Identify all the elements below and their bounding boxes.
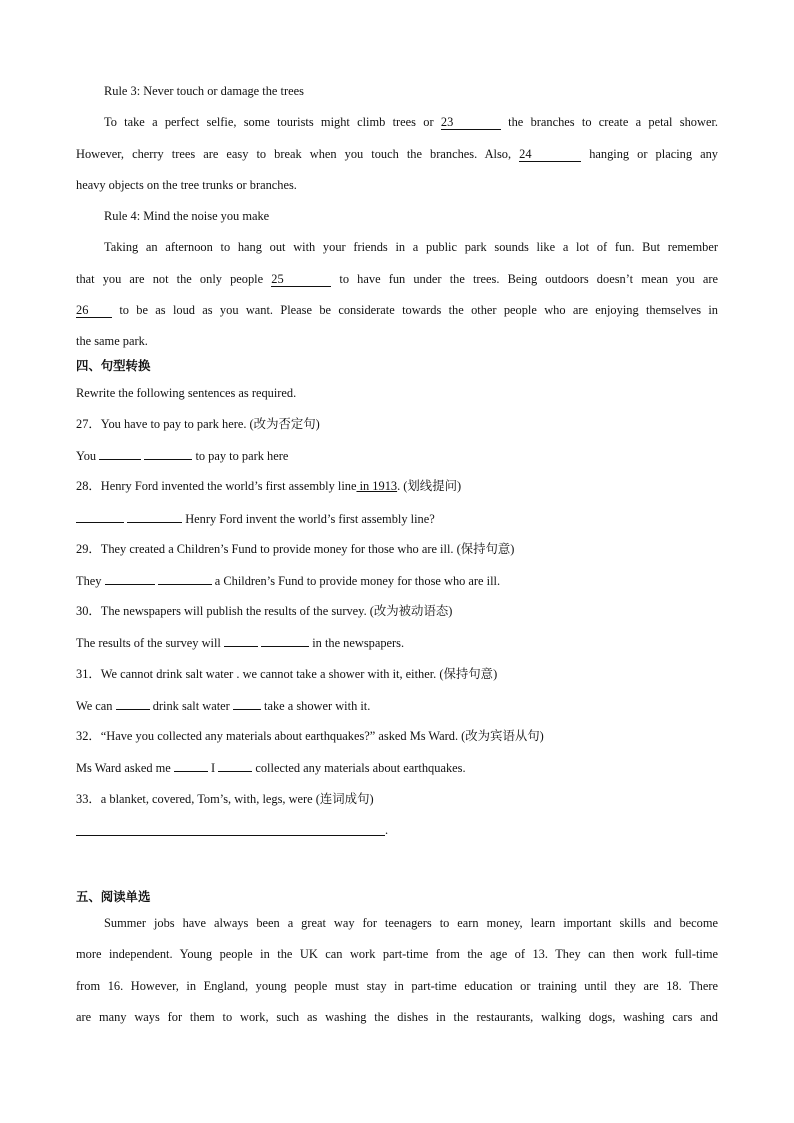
blank-26[interactable]: 26: [76, 303, 112, 318]
answer-blank[interactable]: [105, 572, 155, 585]
question-27: 27．You have to pay to park here. (改为否定句): [76, 417, 320, 431]
blank-24[interactable]: 24: [519, 147, 581, 162]
passage-text: hanging or placing any: [589, 147, 718, 161]
question-30: 30．The newspapers will publish the results of the survey. (改为被动语态): [76, 604, 453, 618]
answer-blank[interactable]: [99, 447, 141, 460]
answer-blank[interactable]: [233, 697, 261, 710]
answer-text: Henry Ford invent the world’s first assembly line?: [185, 512, 435, 526]
answer-blank[interactable]: [76, 510, 124, 523]
blank-23[interactable]: 23: [441, 115, 501, 130]
answer-text: a Children’s Fund to provide money for those who are ill.: [214, 574, 501, 588]
answer-blank[interactable]: [158, 572, 212, 585]
question-29: 29．They created a Children’s Fund to provide money for those who are ill. (保持句意): [76, 542, 515, 556]
answer-30: [76, 634, 718, 651]
reading-line: from 16. However, in England, young people must stay in part-time education or training until they are 18. There: [76, 979, 718, 993]
reading-line: are many ways for them to work, such as washing the dishes in the restaurants, walking dogs, washing cars and: [76, 1010, 718, 1024]
passage-text: that you are not the only people: [76, 272, 264, 286]
answer-period: .: [385, 823, 389, 837]
rule-3-title: Rule 3: Never touch or damage the trees: [104, 84, 304, 98]
answer-31: [76, 697, 718, 714]
question-31: 31．We cannot drink salt water . we cannot take a shower with it, either. (保持句意): [76, 667, 498, 681]
answer-blank[interactable]: [127, 510, 182, 523]
reading-line: more independent. Young people in the UK can work part-time from the age of 13. They can then work full-time: [76, 947, 718, 961]
underlined-part: in 1913: [356, 479, 398, 493]
answer-blank[interactable]: [218, 759, 252, 772]
answer-text: in the newspapers.: [312, 636, 405, 650]
passage-text: the branches to create a petal shower.: [508, 115, 718, 129]
answer-blank[interactable]: [144, 447, 192, 460]
answer-text: drink salt water: [152, 699, 230, 713]
answer-28: [76, 510, 718, 527]
blank-25[interactable]: 25: [271, 272, 331, 287]
answer-blank[interactable]: [116, 697, 150, 710]
answer-text: They: [76, 574, 102, 588]
passage-line: Taking an afternoon to hang out with your friends in a public park sounds like a lot of fun. But remember: [104, 240, 718, 254]
answer-text: The results of the survey will: [76, 636, 221, 650]
answer-line-33[interactable]: [76, 822, 385, 836]
answer-32: [76, 759, 718, 776]
answer-27: [76, 447, 718, 464]
question-28: [76, 478, 718, 494]
passage-line: heavy objects on the tree trunks or branches.: [76, 178, 297, 192]
rule-4-title: Rule 4: Mind the noise you make: [104, 209, 270, 223]
instruction: Rewrite the following sentences as required.: [76, 386, 297, 400]
passage-line: [76, 146, 718, 162]
passage-text: to have fun under the trees. Being outdoors doesn’t mean you are: [339, 272, 719, 286]
question-text: 28．Henry Ford invented the world’s first assembly line: [76, 479, 357, 493]
passage-line: the same park.: [76, 334, 148, 348]
passage-line: [104, 114, 718, 130]
answer-blank[interactable]: [224, 634, 258, 647]
answer-blank[interactable]: [174, 759, 208, 772]
answer-text: We can: [76, 699, 113, 713]
answer-blank[interactable]: [261, 634, 309, 647]
answer-text: to pay to park here: [195, 449, 289, 463]
answer-text: Ms Ward asked me: [76, 761, 171, 775]
passage-line: [76, 302, 718, 318]
answer-29: [76, 572, 718, 589]
passage-text: To take a perfect selfie, some tourists might climb trees or: [104, 115, 434, 129]
answer-text: You: [76, 449, 97, 463]
passage-line: [76, 271, 718, 287]
passage-text: However, cherry trees are easy to break when you touch the branches. Also,: [76, 147, 512, 161]
section-heading: 五、阅读单选: [76, 889, 151, 904]
passage-text: to be as loud as you want. Please be considerate towards the other people who are enjoying themselves in: [119, 303, 718, 317]
answer-text: I: [211, 761, 216, 775]
reading-line: Summer jobs have always been a great way for teenagers to earn money, learn important skills and become: [104, 916, 718, 930]
question-text: . (划线提问): [397, 479, 462, 493]
question-32: 32．“Have you collected any materials about earthquakes?” asked Ms Ward. (改为宾语从句): [76, 729, 544, 743]
section-heading: 四、句型转换: [76, 358, 151, 373]
answer-text: collected any materials about earthquakes.: [255, 761, 466, 775]
question-33: 33．a blanket, covered, Tom’s, with, legs, were (连词成句): [76, 792, 374, 806]
answer-text: take a shower with it.: [264, 699, 371, 713]
